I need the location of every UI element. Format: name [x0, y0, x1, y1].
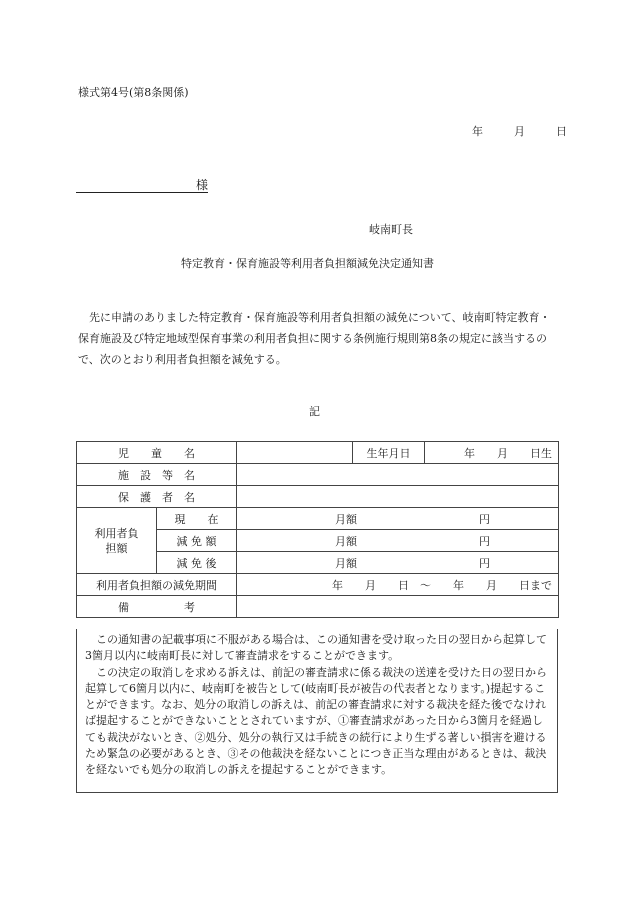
remarks-label: 備 考: [77, 596, 237, 618]
issuer: 岐南町長: [369, 223, 413, 236]
current-amount[interactable]: [237, 508, 559, 530]
table-row: [77, 464, 559, 486]
ki-heading: 記: [309, 405, 320, 418]
guardian-value[interactable]: [237, 486, 559, 508]
child-name-label: 児 童 名: [77, 442, 237, 464]
table-row: [77, 574, 559, 596]
after-label: 減 免 後: [157, 552, 237, 574]
birthdate-label: 生年月日: [353, 442, 425, 464]
notes-box: [76, 629, 558, 793]
current-monthly: 月額: [335, 512, 357, 526]
date-day: 日: [556, 125, 567, 138]
reduction-amount[interactable]: [237, 530, 559, 552]
recipient-line: [76, 176, 208, 193]
table-row: [77, 508, 559, 530]
body-paragraph: 先に申請のありました特定教育・保育施設等利用者負担額の減免について、岐南町特定教育・保育施設及び特定地域型保育事業の利用者負担に関する条例施行規則第8条の規定に該当するので、次のとおり利用者負担額を減免する。: [78, 311, 551, 366]
reduction-monthly: 月額: [335, 534, 357, 548]
table-row: [77, 442, 559, 464]
reduction-label: 減 免 額: [157, 530, 237, 552]
period-label: 利用者負担額の減免期間: [77, 574, 237, 596]
facility-label: 施 設 等 名: [77, 464, 237, 486]
facility-value[interactable]: [237, 464, 559, 486]
birthdate-value[interactable]: 年 月 日生: [425, 442, 559, 464]
date-month: 月: [514, 125, 525, 138]
date-line: [472, 123, 567, 139]
burden-label: 利用者負担額: [77, 508, 157, 574]
note-paragraph: この決定の取消しを求める訴えは、前記の審査請求に係る裁決の送達を受けた日の翌日から起算して6箇月以内に、岐南町を被告として(岐南町長が被告の代表者となります。)提起することができます。なお、処分の取消しの訴えは、前記の審査請求に対する裁決を経た後でなければ提起することができないこととされていますが、①審査請求があった日から3箇月を経過しても裁決がないとき、②処分、処分の執行又は手続きの続行により生ずる著しい損害を避けるため緊急の必要があるとき、③その他裁決を経ないことにつき正当な理由があるときは、裁決を経ないでも処分の取消しの訴えを提起することができます。: [85, 665, 547, 777]
table-row: [77, 486, 559, 508]
burden-table: [76, 441, 559, 618]
date-year: 年: [472, 125, 483, 138]
document-title: 特定教育・保育施設等利用者負担額減免決定通知書: [181, 257, 434, 270]
child-name-value[interactable]: [237, 442, 353, 464]
period-value[interactable]: 年 月 日 ～ 年 月 日まで: [237, 574, 559, 596]
guardian-label: 保 護 者 名: [77, 486, 237, 508]
after-yen: 円: [479, 556, 490, 570]
after-monthly: 月額: [335, 556, 357, 570]
recipient-suffix: 様: [195, 178, 208, 192]
after-amount[interactable]: [237, 552, 559, 574]
current-label: 現 在: [157, 508, 237, 530]
note-paragraph: この通知書の記載事項に不服がある場合は、この通知書を受け取った日の翌日から起算して3箇月以内に岐南町長に対して審査請求をすることができます。: [85, 633, 547, 663]
reduction-yen: 円: [479, 534, 490, 548]
table-row: [77, 596, 559, 618]
current-yen: 円: [479, 512, 490, 526]
form-number: 様式第4号(第8条関係): [78, 86, 189, 99]
remarks-value[interactable]: [237, 596, 559, 618]
